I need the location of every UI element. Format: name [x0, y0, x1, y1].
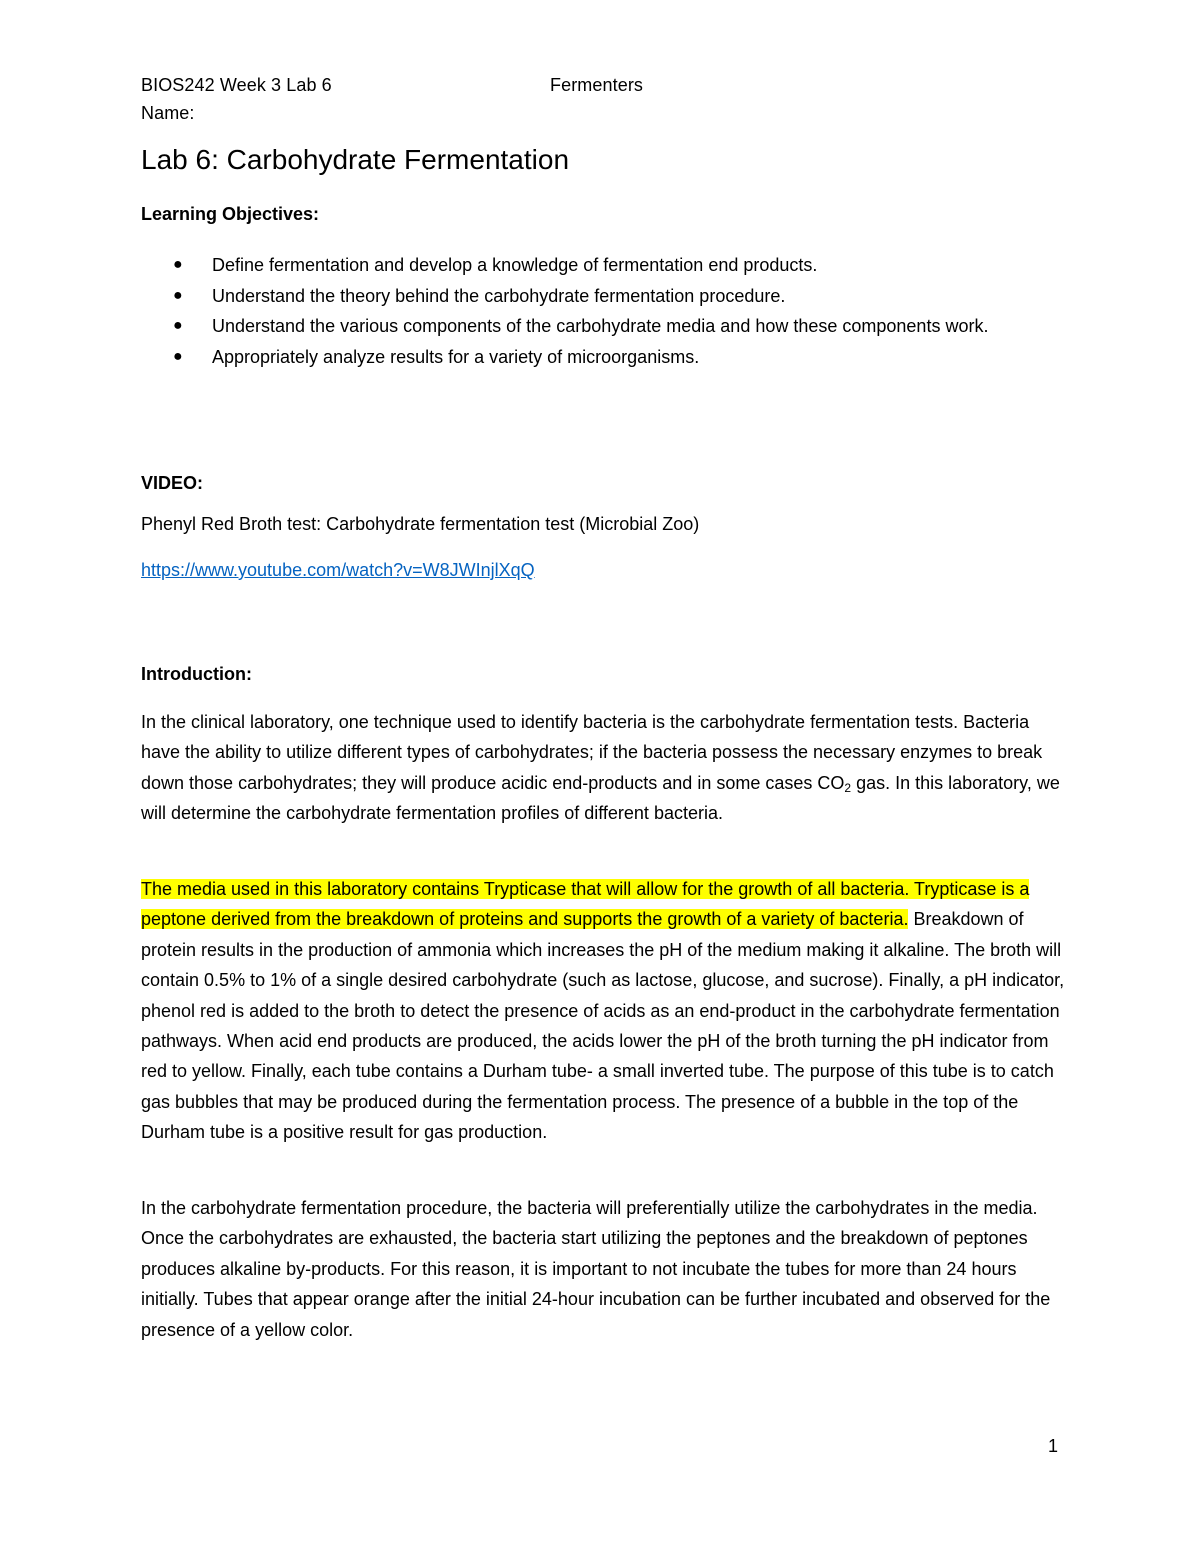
- objective-text: Define fermentation and develop a knowledge of fermentation end products.: [212, 255, 818, 275]
- video-heading: VIDEO:: [141, 473, 204, 493]
- bullet-icon: ●: [173, 347, 183, 365]
- co2-subscript: 2: [844, 780, 852, 795]
- intro-p2-text: Breakdown of protein results in the production of ammonia which increases the pH of the medium making it alkaline. The broth will contain 0.5% to 1% of a single desired carbohydrate (such as lactose, glucose, and sucrose). Finally, a pH indicator, phenol red is added to the broth to detect the presence of acids as an end-product in the carbohydrate fermentation pathways. When acid end products are produced, the acids lower the pH of the broth turning the pH indicator from red to yellow. Finally, each tube contains a Durham tube- a small inverted tube. The purpose of this tube is to catch gas bubbles that may be produced during the fermentation process. The presence of a bubble in the top of the Durham tube is a positive result for gas production.: [141, 909, 1065, 1143]
- header-name-label: Name:: [141, 103, 195, 123]
- intro-p1-text-end: gas. In this laboratory, we will determine the carbohydrate fermentation profiles of different bacteria.: [141, 772, 1060, 824]
- objective-text: Understand the theory behind the carbohydrate fermentation procedure.: [212, 285, 786, 306]
- introduction-heading: Introduction:: [141, 664, 252, 684]
- page-number: 1: [1048, 1436, 1059, 1456]
- intro-paragraph-1: [141, 707, 1066, 829]
- intro-paragraph-3: In the carbohydrate fermentation procedure, the bacteria will preferentially utilize the carbohydrates in the media. Once the carbohydrates are exhausted, the bacteria start utilizing the peptones and the breakdown of peptones produces alkaline by-products. For this reason, it is important to not incubate the tubes for more than 24 hours initially. Tubes that appear orange after the initial 24-hour incubation can be further incubated and observed for the presence of a yellow color.: [141, 1198, 1051, 1340]
- list-item: [141, 342, 1051, 373]
- bullet-icon: ●: [173, 286, 183, 304]
- list-item: [141, 311, 1051, 342]
- intro-p1-text: In the clinical laboratory, one technique used to identify bacteria is the carbohydrate fermentation tests. Bacteria have the ability to utilize different types of carbohydrates; if the bacteria possess the necessary enzymes to break down those carbohydrates; they will produce acidic end-products and in some cases CO: [141, 712, 1043, 793]
- video-link[interactable]: https://www.youtube.com/watch?v=W8JWInjlXqQ: [141, 560, 535, 580]
- list-item: [141, 250, 1051, 281]
- bullet-icon: ●: [173, 256, 183, 273]
- intro-paragraph-2: [141, 874, 1066, 1148]
- header-topic: Fermenters: [550, 75, 644, 95]
- video-description: Phenyl Red Broth test: Carbohydrate fermentation test (Microbial Zoo): [141, 514, 700, 534]
- objective-text: Understand the various components of the carbohydrate media and how these components work.: [212, 316, 989, 336]
- list-item: [141, 281, 1051, 312]
- objectives-heading: Learning Objectives:: [141, 204, 320, 224]
- objectives-list: [141, 250, 1051, 372]
- page-title: Lab 6: Carbohydrate Fermentation: [141, 144, 570, 175]
- objective-text: Appropriately analyze results for a variety of microorganisms.: [212, 346, 700, 367]
- highlighted-text: The media used in this laboratory contains Trypticase that will allow for the growth of all bacteria. Trypticase is a peptone derived from the breakdown of proteins and supports the growth of a variety of bacteria.: [141, 879, 1030, 930]
- header-course: BIOS242 Week 3 Lab 6: [141, 75, 332, 95]
- bullet-icon: ●: [173, 317, 183, 334]
